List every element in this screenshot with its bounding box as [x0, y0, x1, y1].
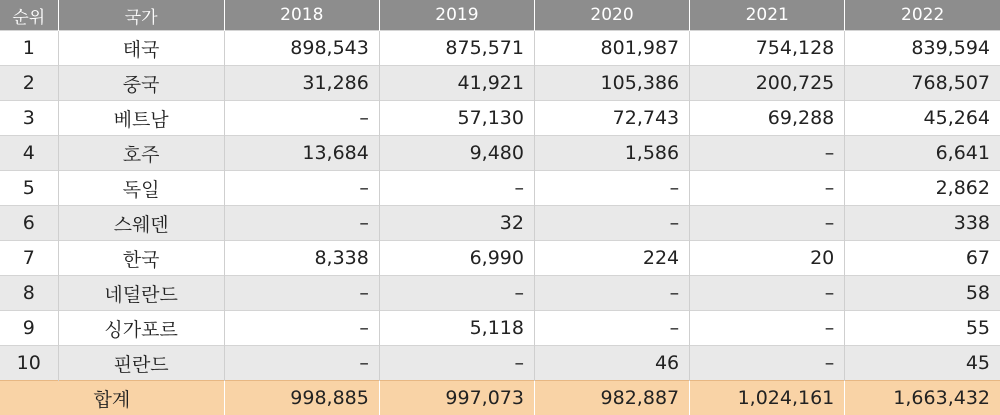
value-cell: – [224, 276, 379, 311]
header-2018: 2018 [224, 0, 379, 31]
value-cell: 839,594 [845, 31, 1000, 66]
table-row [0, 346, 1000, 381]
value-cell: – [534, 206, 689, 241]
country-cell: 스웨덴 [58, 206, 224, 241]
value-cell: – [690, 276, 845, 311]
country-cell: 한국 [58, 241, 224, 276]
value-cell: 72,743 [534, 101, 689, 136]
value-cell: 58 [845, 276, 1000, 311]
table-row [0, 276, 1000, 311]
header-row [0, 0, 1000, 31]
value-cell: – [690, 346, 845, 381]
value-cell: 8,338 [224, 241, 379, 276]
rank-cell: 6 [0, 206, 58, 241]
rank-cell: 1 [0, 31, 58, 66]
value-cell: – [224, 206, 379, 241]
value-cell: 768,507 [845, 66, 1000, 101]
value-cell: 13,684 [224, 136, 379, 171]
value-cell: 67 [845, 241, 1000, 276]
table-row [0, 206, 1000, 241]
value-cell: – [224, 101, 379, 136]
total-value-cell: 1,024,161 [690, 381, 845, 415]
table-row [0, 136, 1000, 171]
value-cell: – [690, 136, 845, 171]
table-row [0, 241, 1000, 276]
country-cell: 독일 [58, 171, 224, 206]
value-cell: – [690, 206, 845, 241]
header-rank: 순위 [0, 0, 58, 31]
value-cell: 32 [379, 206, 534, 241]
value-cell: – [534, 171, 689, 206]
country-cell: 베트남 [58, 101, 224, 136]
country-cell: 태국 [58, 31, 224, 66]
value-cell: 200,725 [690, 66, 845, 101]
value-cell: – [224, 311, 379, 346]
value-cell: – [379, 276, 534, 311]
value-cell: – [690, 311, 845, 346]
total-label: 합계 [0, 381, 224, 415]
value-cell: – [224, 171, 379, 206]
value-cell: 20 [690, 241, 845, 276]
rank-cell: 8 [0, 276, 58, 311]
value-cell: 898,543 [224, 31, 379, 66]
value-cell: 46 [534, 346, 689, 381]
table-row [0, 66, 1000, 101]
country-cell: 핀란드 [58, 346, 224, 381]
header-2021: 2021 [690, 0, 845, 31]
total-value-cell: 997,073 [379, 381, 534, 415]
value-cell: – [224, 346, 379, 381]
rank-cell: 9 [0, 311, 58, 346]
total-value-cell: 1,663,432 [845, 381, 1000, 415]
value-cell: 801,987 [534, 31, 689, 66]
total-value-cell: 982,887 [534, 381, 689, 415]
country-cell: 중국 [58, 66, 224, 101]
value-cell: 55 [845, 311, 1000, 346]
header-2022: 2022 [845, 0, 1000, 31]
value-cell: – [534, 276, 689, 311]
value-cell: 105,386 [534, 66, 689, 101]
rank-cell: 3 [0, 101, 58, 136]
total-row [0, 381, 1000, 415]
table-row [0, 171, 1000, 206]
value-cell: – [690, 171, 845, 206]
value-cell: 224 [534, 241, 689, 276]
country-cell: 네덜란드 [58, 276, 224, 311]
header-country: 국가 [58, 0, 224, 31]
value-cell: 1,586 [534, 136, 689, 171]
country-cell: 싱가포르 [58, 311, 224, 346]
rank-cell: 5 [0, 171, 58, 206]
value-cell: 69,288 [690, 101, 845, 136]
value-cell: 754,128 [690, 31, 845, 66]
value-cell: 45 [845, 346, 1000, 381]
value-cell: 57,130 [379, 101, 534, 136]
value-cell: 6,641 [845, 136, 1000, 171]
value-cell: – [534, 311, 689, 346]
value-cell: – [379, 346, 534, 381]
country-cell: 호주 [58, 136, 224, 171]
value-cell: 5,118 [379, 311, 534, 346]
value-cell: 31,286 [224, 66, 379, 101]
value-cell: 2,862 [845, 171, 1000, 206]
total-value-cell: 998,885 [224, 381, 379, 415]
value-cell: – [379, 171, 534, 206]
table-row [0, 311, 1000, 346]
rank-cell: 2 [0, 66, 58, 101]
rank-cell: 10 [0, 346, 58, 381]
rank-cell: 7 [0, 241, 58, 276]
rank-cell: 4 [0, 136, 58, 171]
value-cell: 9,480 [379, 136, 534, 171]
value-cell: 875,571 [379, 31, 534, 66]
table-row [0, 101, 1000, 136]
header-2020: 2020 [534, 0, 689, 31]
value-cell: 45,264 [845, 101, 1000, 136]
value-cell: 338 [845, 206, 1000, 241]
header-2019: 2019 [379, 0, 534, 31]
value-cell: 6,990 [379, 241, 534, 276]
table-row [0, 31, 1000, 66]
value-cell: 41,921 [379, 66, 534, 101]
